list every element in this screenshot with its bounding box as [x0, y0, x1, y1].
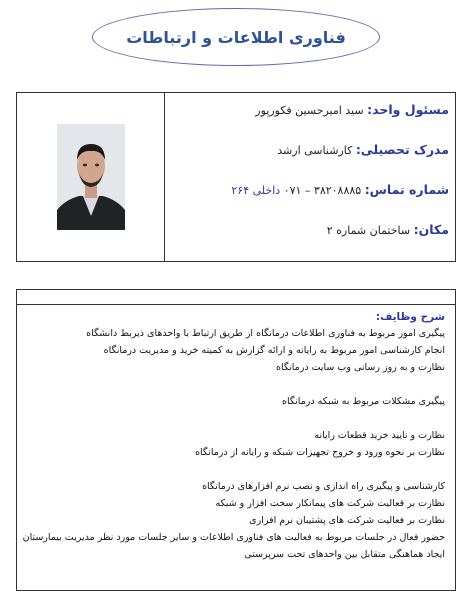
duty-item: ایجاد هماهنگی متقابل بین واحدهای تحت سرپرستی — [244, 549, 445, 560]
duty-item: پیگیری امور مربوط به فناوری اطلاعات درمانگاه از طریق ارتباط با واحدهای ذیربط دانشگاه — [86, 328, 445, 339]
duty-item: انجام کارشناسی امور مربوط به رایانه و ارائه گزارش به کمیته خرید و مدیریت درمانگاه — [103, 345, 445, 356]
duties-content — [17, 304, 455, 590]
duty-item: نظارت بر قعالیت شرکت های پیمانکار سخت افزار و شبکه — [215, 498, 445, 509]
degree-label: مدرک تحصیلی: — [355, 142, 449, 157]
duty-item: حضور فعال در جلسات مربوط به فعالیت های فناوری اطلاعات و سایر جلسات مورد نظر مدیریت بیمارستان — [23, 532, 445, 543]
person-portrait-icon — [57, 124, 125, 230]
phone-extension: داخلی ۲۶۴ — [231, 184, 281, 197]
duty-spacer — [23, 461, 445, 478]
phone-row — [171, 179, 449, 219]
manager-row — [171, 99, 449, 139]
duties-section — [16, 289, 456, 591]
duties-heading: شرح وظایف: — [375, 311, 445, 323]
duty-item: نظارت بر نحوه ورود و خروج تجهیزات شبکه و رایانه از درمانگاه — [195, 447, 445, 458]
manager-label: مسئول واحد: — [367, 102, 449, 117]
profile-photo — [57, 124, 125, 230]
contact-info — [165, 93, 455, 261]
phone-value: ۳۸۲۰۸۸۸۵ – ۰۷۱ — [283, 184, 362, 197]
duty-item: کارشناسی و پیگیری راه اندازی و نصب نرم افزارهای درمانگاه — [202, 481, 445, 492]
phone-label: شماره تماس: — [364, 182, 449, 197]
header-oval — [92, 8, 380, 66]
photo-cell — [17, 93, 165, 261]
duty-item: پیگیری مشکلات مربوط به شبکه درمانگاه — [282, 396, 445, 407]
page-title: فناوری اطلاعات و ارتباطات — [126, 27, 346, 47]
duty-item: نظارت و به روز رسانی وب سایت درمانگاه — [275, 362, 445, 373]
duty-spacer — [23, 410, 445, 427]
location-row — [171, 219, 449, 259]
location-label: مکان: — [413, 222, 449, 237]
contact-card — [16, 92, 456, 262]
duty-item: نظارت بر فعالیت شرکت های پشتیبان نرم افزاری — [249, 515, 445, 526]
degree-value: کارشناسی ارشد — [277, 144, 353, 157]
location-value: ساختمان شماره ۲ — [326, 224, 411, 237]
manager-value: سید امیرحسین فکورپور — [255, 104, 364, 117]
degree-row — [171, 139, 449, 179]
duty-spacer — [23, 376, 445, 393]
duty-item: نظارت و تایید خرید قطعات رایانه — [314, 430, 445, 441]
